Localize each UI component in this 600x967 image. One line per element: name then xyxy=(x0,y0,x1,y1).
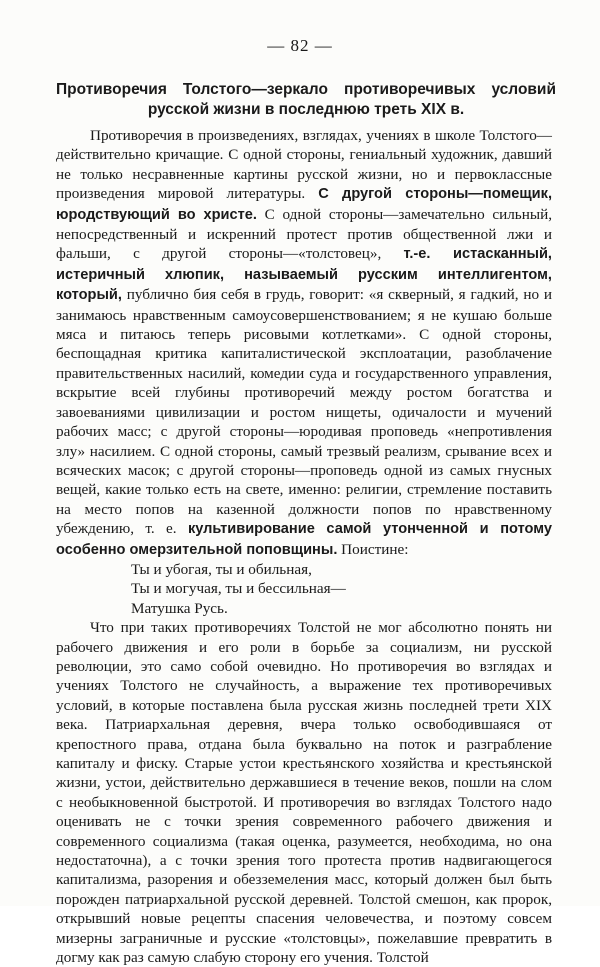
verse-line: Матушка Русь. xyxy=(131,599,228,617)
verse-line: Ты и могучая, ты и бессильная— xyxy=(131,580,346,598)
paragraph-2: Что при таких противоречиях Толстой не мог абсолютно понять ни рабочего движения и его роли в борьбе за социализм, ни русской революции, это само собой очевидно. Но противоречия во взглядах и учениях Толстого не случайность, а выражение тех противоречивых условий, в которые поставлена была русская жизнь последней трети XIX века. Патриархальная деревня, вчера только освободившаяся от крепостного права, отдана была буквально на поток и разграбление капиталу и фиску. Старые устои крестьянского хозяйства и крестьянской жизни, устои, действительно державшиеся в течение веков, пошли на слом с необыкновенной быстротой. И противоречия во взглядах Толстого надо оценивать не с точки зрения современного рабочего движения и современного социализма (такая оценка, разумеется, необходима, но она недостаточна), а с точки зрения того протеста против надвигающегося капитализма, разорения и обезземеления масс, который должен был быть порожден патриархальной русской деревней. Толстой смешон, как пророк, открывший новые рецепты спасения человечества, и поэтому совсем мизерны заграничные и русские «толстовцы», пожелавшие превратить в догму как раз самую слабую сторону его учения. Толстой xyxy=(56,619,552,967)
paragraph-1-bold-a: С другой стороны—помещик, юродствующий во христе. xyxy=(56,186,552,223)
verse-line: Ты и убогая, ты и обильная, xyxy=(131,560,312,578)
verse-quote xyxy=(131,560,552,618)
paragraph-1-text-a: Противоречия в произведениях, взглядах, учениях в школе Толстого—действительно кричащие. С одной стороны, гениальный художник, давший не только несравненные картины русской жизни, но и первоклассные произведения мировой литературы. xyxy=(56,127,552,203)
paragraph-1-text-c: публично бия себя в грудь, говорит: «я скверный, я гадкий, но и занимаюсь нравственным самоусовершенствованием; я не кушаю больше мяса и питаюсь теперь рисовыми котлетками». С одной стороны, беспощадная критика капиталистической эксплоатации, разоблачение правительственных насилий, комедии суда и государственного управления, вскрытие всей глубины противоречий между ростом богатства и завоеваниями цивилизации и ростом нищеты, одичалости и мучений рабочих масс; с другой стороны—юродивая проповедь «непротивления злу» насилием. С одной стороны, самый трезвый реализм, срывание всех и всяческих масок; с другой стороны—проповедь одной из самых гнусных вещей, какие только есть на свете, именно: религии, стремление поставить на место попов на казенной должности попов по нравственному убеждению, т. е. xyxy=(56,286,552,538)
body-text xyxy=(56,126,552,967)
paragraph-1-bold-c: культивирование самой утонченной и потому особенно омерзительной поповщины. xyxy=(56,521,552,558)
page-number: — 82 — xyxy=(267,36,333,55)
paragraph-1 xyxy=(56,126,552,560)
paragraph-1-bold-b: т.-е. истасканный, истеричный хлюпик, называемый русским интеллигентом, который, xyxy=(56,246,552,304)
paragraph-1-text-b: С одной стороны—замечательно сильный, непосредственный и искренний протест против общественной лжи и фальши, с другой стороны—«толстовец», xyxy=(56,205,552,263)
section-title: Противоречия Толстого—зеркало противоречивых условий русской жизни в последнюю треть XIX в. xyxy=(56,81,556,118)
paragraph-1-text-d: Поистине: xyxy=(337,540,409,558)
